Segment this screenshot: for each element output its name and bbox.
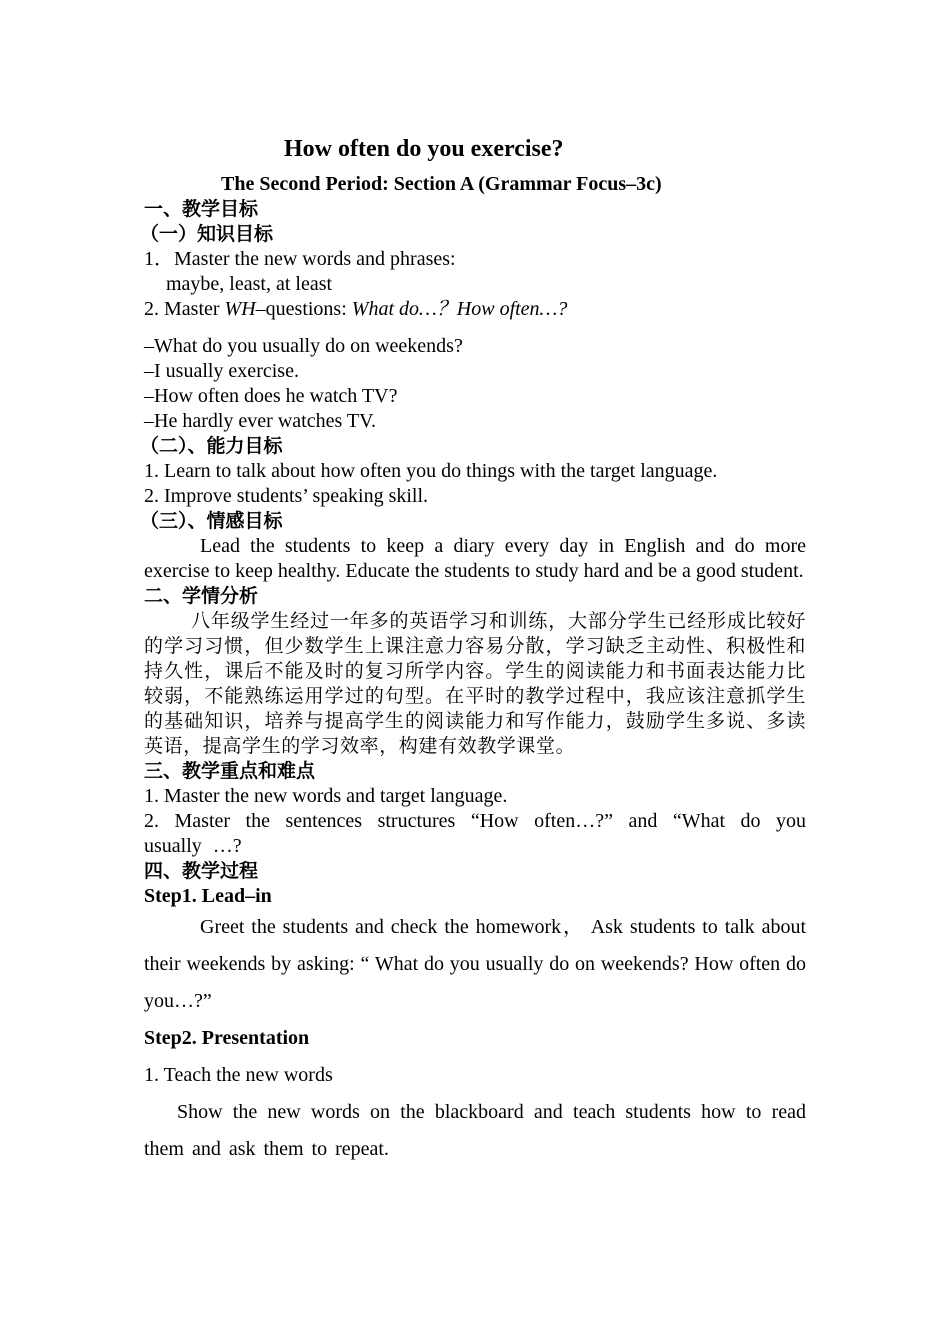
- key-point-item-1: 1. Master the new words and target language.: [144, 785, 508, 807]
- emotion-paragraph: Lead the students to keep a diary every day in English and do more exercise to keep healthy. Educate the students to study hard and be a good student.: [144, 535, 806, 582]
- spacer: [144, 322, 806, 334]
- document-page: [140, 132, 806, 1168]
- section-heading-teaching-process: 四、教学过程: [144, 860, 259, 882]
- ability-item-1: 1. Learn to talk about how often you do things with the target language.: [144, 460, 718, 482]
- step2-paragraph: Show the new words on the blackboard and teach students how to read them and ask them to repeat.: [144, 1101, 806, 1160]
- document-title: How often do you exercise?: [284, 136, 564, 162]
- knowledge-item-2: [144, 297, 806, 322]
- knowledge-item-1: 1．Master the new words and phrases:: [144, 248, 456, 270]
- step1-heading: Step1. Lead–in: [144, 885, 272, 907]
- subsection-heading-knowledge: （一）知识目标: [140, 223, 274, 245]
- section-heading-key-points: 三、教学重点和难点: [144, 760, 316, 782]
- document-subtitle: The Second Period: Section A (Grammar Focus–3c): [221, 173, 662, 195]
- key-point-item-2: 2. Master the sentences structures “How often…?” and “What do you usually …?: [144, 810, 806, 857]
- knowledge-item-2-examples: What do…？How often…?: [351, 298, 568, 320]
- step1-paragraph: Greet the students and check the homework， Ask students to talk about their weekends by asking: “ What do you usually do on weekends? How often do you…?”: [144, 916, 806, 1012]
- student-analysis-paragraph: 八年级学生经过一年多的英语学习和训练，大部分学生已经形成比较好的学习习惯，但少数学生上课注意力容易分散，学习缺乏主动性、积极性和持久性，课后不能及时的复习所学内容。学生的阅读能力和书面表达能力比较弱，不能熟练运用学过的句型。在平时的教学过程中，我应该注意抓学生的基础知识，培养与提高学生的阅读能力和写作能力，鼓励学生多说、多读英语，提高学生的学习效率，构建有效教学课堂。: [144, 610, 806, 757]
- step2-item-1: 1. Teach the new words: [144, 1064, 333, 1086]
- section-heading-student-analysis: 二、学情分析: [144, 585, 259, 607]
- subsection-heading-emotion: （三）、情感目标: [140, 510, 283, 532]
- knowledge-item-1-words: maybe, least, at least: [166, 273, 333, 295]
- section-heading-teaching-goals: 一、教学目标: [144, 198, 259, 220]
- dialogue-line: –I usually exercise.: [144, 360, 299, 382]
- subsection-heading-ability: （二）、能力目标: [140, 435, 283, 457]
- dialogue-line: –What do you usually do on weekends?: [144, 335, 463, 357]
- dialogue-line: –How often does he watch TV?: [144, 385, 398, 407]
- step2-heading: Step2. Presentation: [144, 1027, 310, 1049]
- dialogue-line: –He hardly ever watches TV.: [144, 410, 376, 432]
- knowledge-item-2-wh: WH: [224, 298, 256, 320]
- knowledge-item-2-prefix: 2. Master: [144, 298, 225, 320]
- knowledge-item-2-mid: –questions:: [255, 298, 352, 320]
- ability-item-2: 2. Improve students’ speaking skill.: [144, 485, 429, 507]
